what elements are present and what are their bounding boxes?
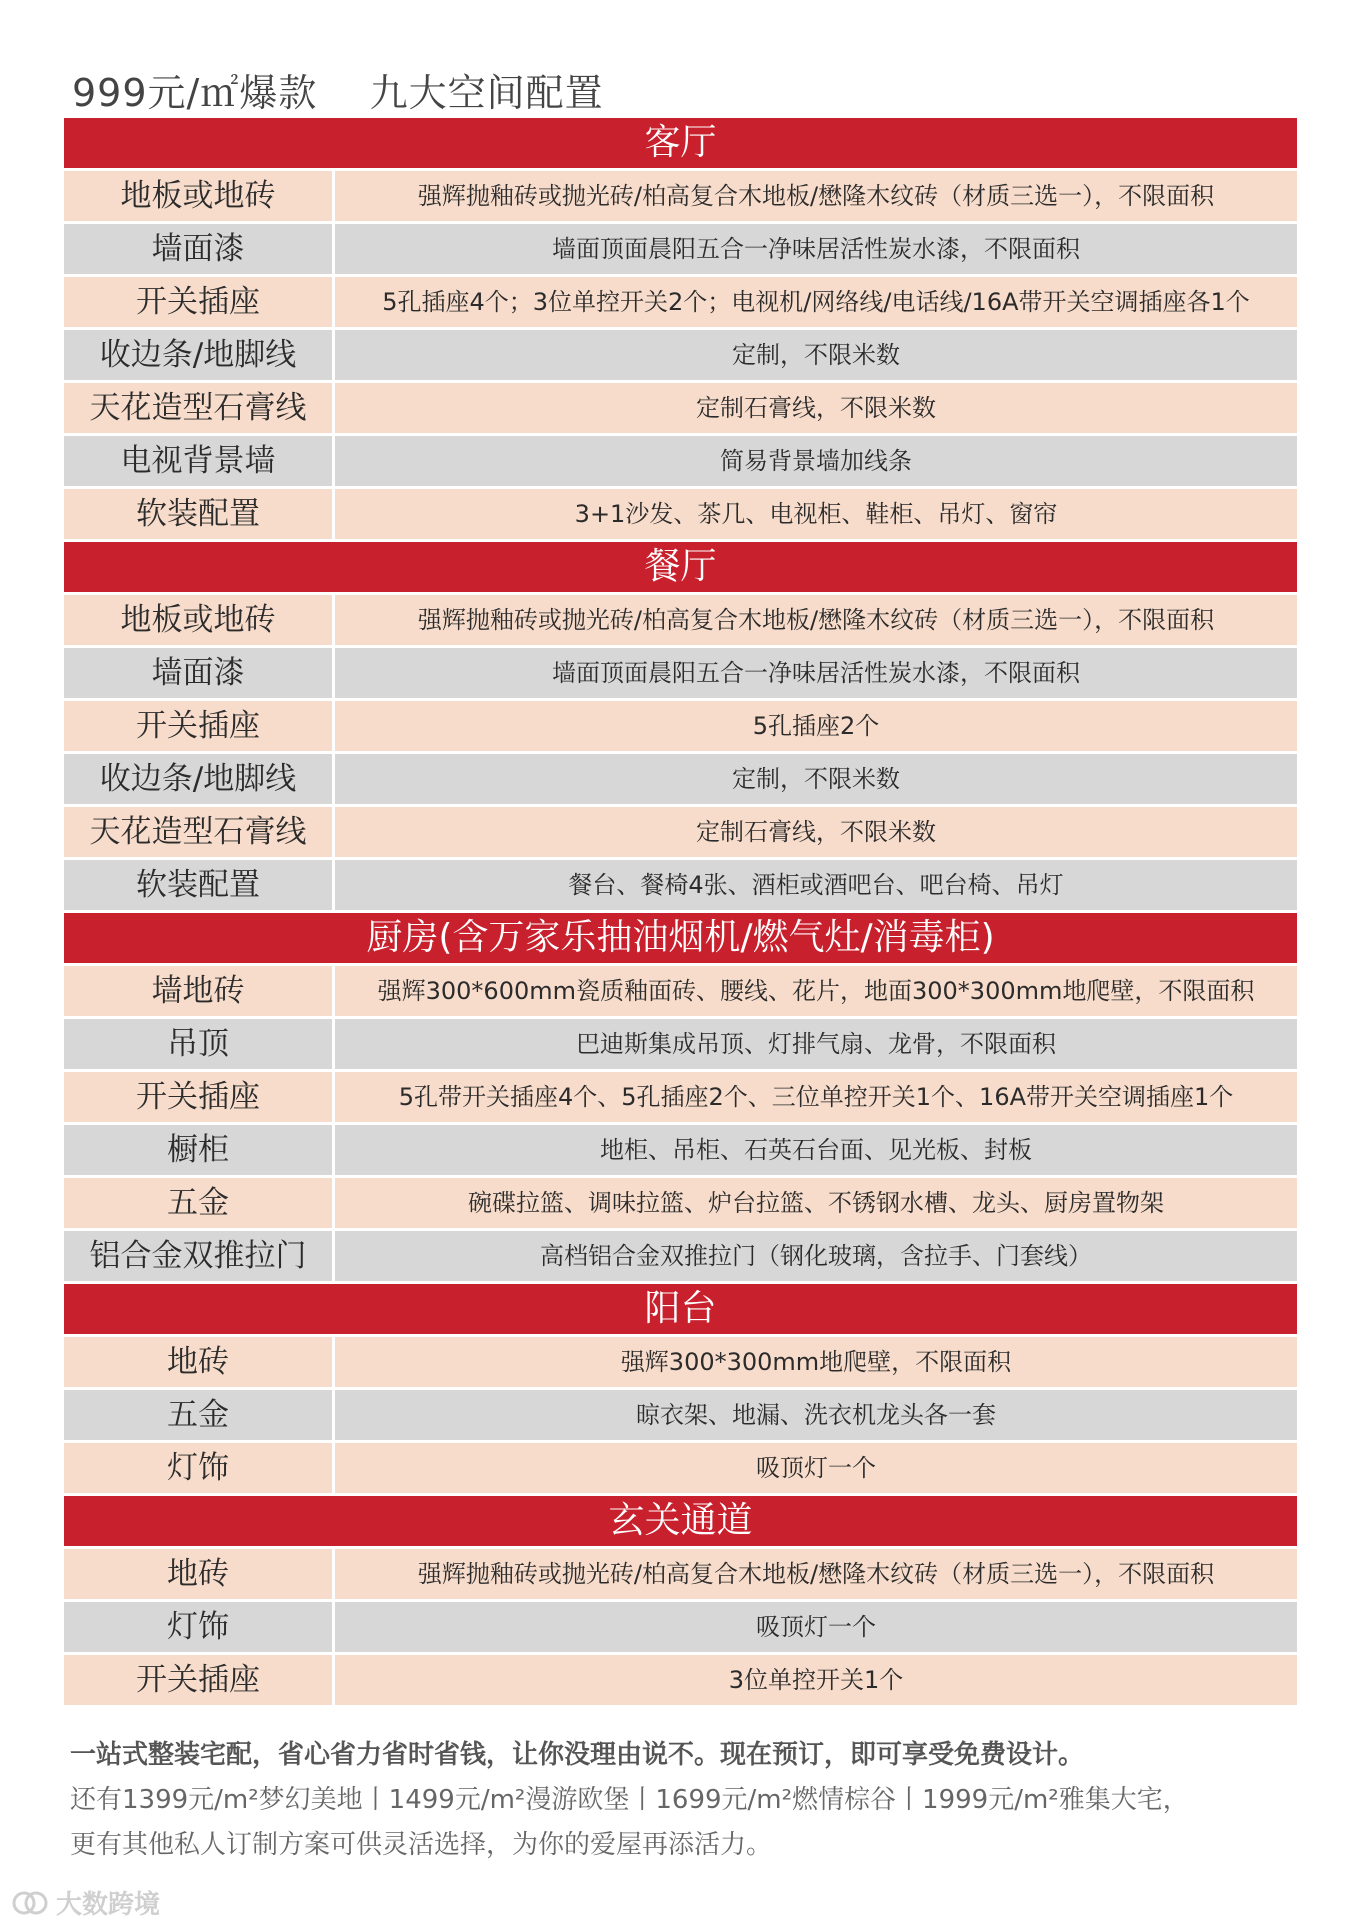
table-row (64, 1443, 1297, 1493)
row-value: 简易背景墙加线条 (335, 436, 1297, 486)
row-value: 定制石膏线，不限米数 (335, 383, 1297, 433)
row-value: 定制，不限米数 (335, 330, 1297, 380)
row-value: 巴迪斯集成吊顶、灯排气扇、龙骨，不限面积 (335, 1019, 1297, 1069)
table-row (64, 277, 1297, 327)
footer-custom-line: 更有其他私人订制方案可供灵活选择，为你的爱屋再添活力。 (70, 1830, 773, 1860)
row-label: 软装配置 (64, 489, 332, 539)
row-label: 开关插座 (64, 277, 332, 327)
row-label: 墙面漆 (64, 224, 332, 274)
row-value: 强辉抛釉砖或抛光砖/柏高复合木地板/懋隆木纹砖（材质三选一），不限面积 (335, 595, 1297, 645)
row-value: 5孔插座2个 (335, 701, 1297, 751)
row-label: 开关插座 (64, 1655, 332, 1705)
row-value: 强辉抛釉砖或抛光砖/柏高复合木地板/懋隆木纹砖（材质三选一），不限面积 (335, 1549, 1297, 1599)
table-row (64, 489, 1297, 539)
row-value: 墙面顶面晨阳五合一净味居活性炭水漆，不限面积 (335, 648, 1297, 698)
row-label: 地板或地砖 (64, 595, 332, 645)
row-value: 强辉300*300mm地爬壁，不限面积 (335, 1337, 1297, 1387)
row-value: 地柜、吊柜、石英石台面、见光板、封板 (335, 1125, 1297, 1175)
row-label: 收边条/地脚线 (64, 330, 332, 380)
row-label: 开关插座 (64, 1072, 332, 1122)
table-row (64, 648, 1297, 698)
row-label: 五金 (64, 1178, 332, 1228)
row-label: 铝合金双推拉门 (64, 1231, 332, 1281)
row-label: 灯饰 (64, 1443, 332, 1493)
table-row (64, 966, 1297, 1016)
row-label: 五金 (64, 1390, 332, 1440)
table-row (64, 595, 1297, 645)
table-row (64, 754, 1297, 804)
table-row (64, 701, 1297, 751)
table-row (64, 1178, 1297, 1228)
title-suffix: 九大空间配置 (369, 71, 604, 115)
table-row (64, 1072, 1297, 1122)
row-value: 定制，不限米数 (335, 754, 1297, 804)
row-label: 地板或地砖 (64, 171, 332, 221)
row-label: 电视背景墙 (64, 436, 332, 486)
section-header: 厨房(含万家乐抽油烟机/燃气灶/消毒柜) (64, 913, 1297, 963)
row-value: 高档铝合金双推拉门（钢化玻璃，含拉手、门套线） (335, 1231, 1297, 1281)
row-value: 墙面顶面晨阳五合一净味居活性炭水漆，不限面积 (335, 224, 1297, 274)
table-row (64, 860, 1297, 910)
table-row (64, 171, 1297, 221)
table-row (64, 1602, 1297, 1652)
table-row (64, 383, 1297, 433)
row-value: 吸顶灯一个 (335, 1602, 1297, 1652)
row-label: 墙地砖 (64, 966, 332, 1016)
logo-icon (10, 1889, 50, 1917)
page-title (72, 62, 604, 117)
row-value: 餐台、餐椅4张、酒柜或酒吧台、吧台椅、吊灯 (335, 860, 1297, 910)
table-row (64, 807, 1297, 857)
row-label: 天花造型石膏线 (64, 383, 332, 433)
row-value: 强辉抛釉砖或抛光砖/柏高复合木地板/懋隆木纹砖（材质三选一），不限面积 (335, 171, 1297, 221)
row-value: 3位单控开关1个 (335, 1655, 1297, 1705)
section-header: 阳台 (64, 1284, 1297, 1334)
row-label: 橱柜 (64, 1125, 332, 1175)
footer-plans-line: 还有1399元/m²梦幻美地丨1499元/m²漫游欧堡丨1699元/m²燃情棕谷丨1999元/m²雅集大宅， (70, 1785, 1189, 1815)
table-row (64, 1390, 1297, 1440)
title-prefix: 999元/㎡爆款 (72, 71, 318, 115)
table-row (64, 1337, 1297, 1387)
row-label: 天花造型石膏线 (64, 807, 332, 857)
row-label: 灯饰 (64, 1602, 332, 1652)
config-table (64, 118, 1297, 1708)
row-value: 吸顶灯一个 (335, 1443, 1297, 1493)
table-row (64, 1019, 1297, 1069)
table-row (64, 436, 1297, 486)
table-row (64, 1231, 1297, 1281)
row-label: 开关插座 (64, 701, 332, 751)
table-row (64, 330, 1297, 380)
row-value: 强辉300*600mm瓷质釉面砖、腰线、花片，地面300*300mm地爬壁，不限面积 (335, 966, 1297, 1016)
row-value: 定制石膏线，不限米数 (335, 807, 1297, 857)
section-header: 玄关通道 (64, 1496, 1297, 1546)
row-label: 地砖 (64, 1549, 332, 1599)
row-label: 吊顶 (64, 1019, 332, 1069)
row-value: 5孔带开关插座4个、5孔插座2个、三位单控开关1个、16A带开关空调插座1个 (335, 1072, 1297, 1122)
watermark-text: 大数跨境 (56, 1890, 161, 1920)
table-row (64, 1655, 1297, 1705)
section-header: 餐厅 (64, 542, 1297, 592)
row-label: 软装配置 (64, 860, 332, 910)
table-row (64, 1125, 1297, 1175)
row-value: 晾衣架、地漏、洗衣机龙头各一套 (335, 1390, 1297, 1440)
row-label: 地砖 (64, 1337, 332, 1387)
row-value: 3+1沙发、茶几、电视柜、鞋柜、吊灯、窗帘 (335, 489, 1297, 539)
table-row (64, 1549, 1297, 1599)
section-header: 客厅 (64, 118, 1297, 168)
row-label: 收边条/地脚线 (64, 754, 332, 804)
table-row (64, 224, 1297, 274)
row-value: 碗碟拉篮、调味拉篮、炉台拉篮、不锈钢水槽、龙头、厨房置物架 (335, 1178, 1297, 1228)
row-label: 墙面漆 (64, 648, 332, 698)
watermark (10, 1884, 160, 1921)
row-value: 5孔插座4个；3位单控开关2个；电视机/网络线/电话线/16A带开关空调插座各1个 (335, 277, 1297, 327)
footer-slogan: 一站式整装宅配，省心省力省时省钱，让你没理由说不。现在预订，即可享受免费设计。 (70, 1740, 1085, 1770)
